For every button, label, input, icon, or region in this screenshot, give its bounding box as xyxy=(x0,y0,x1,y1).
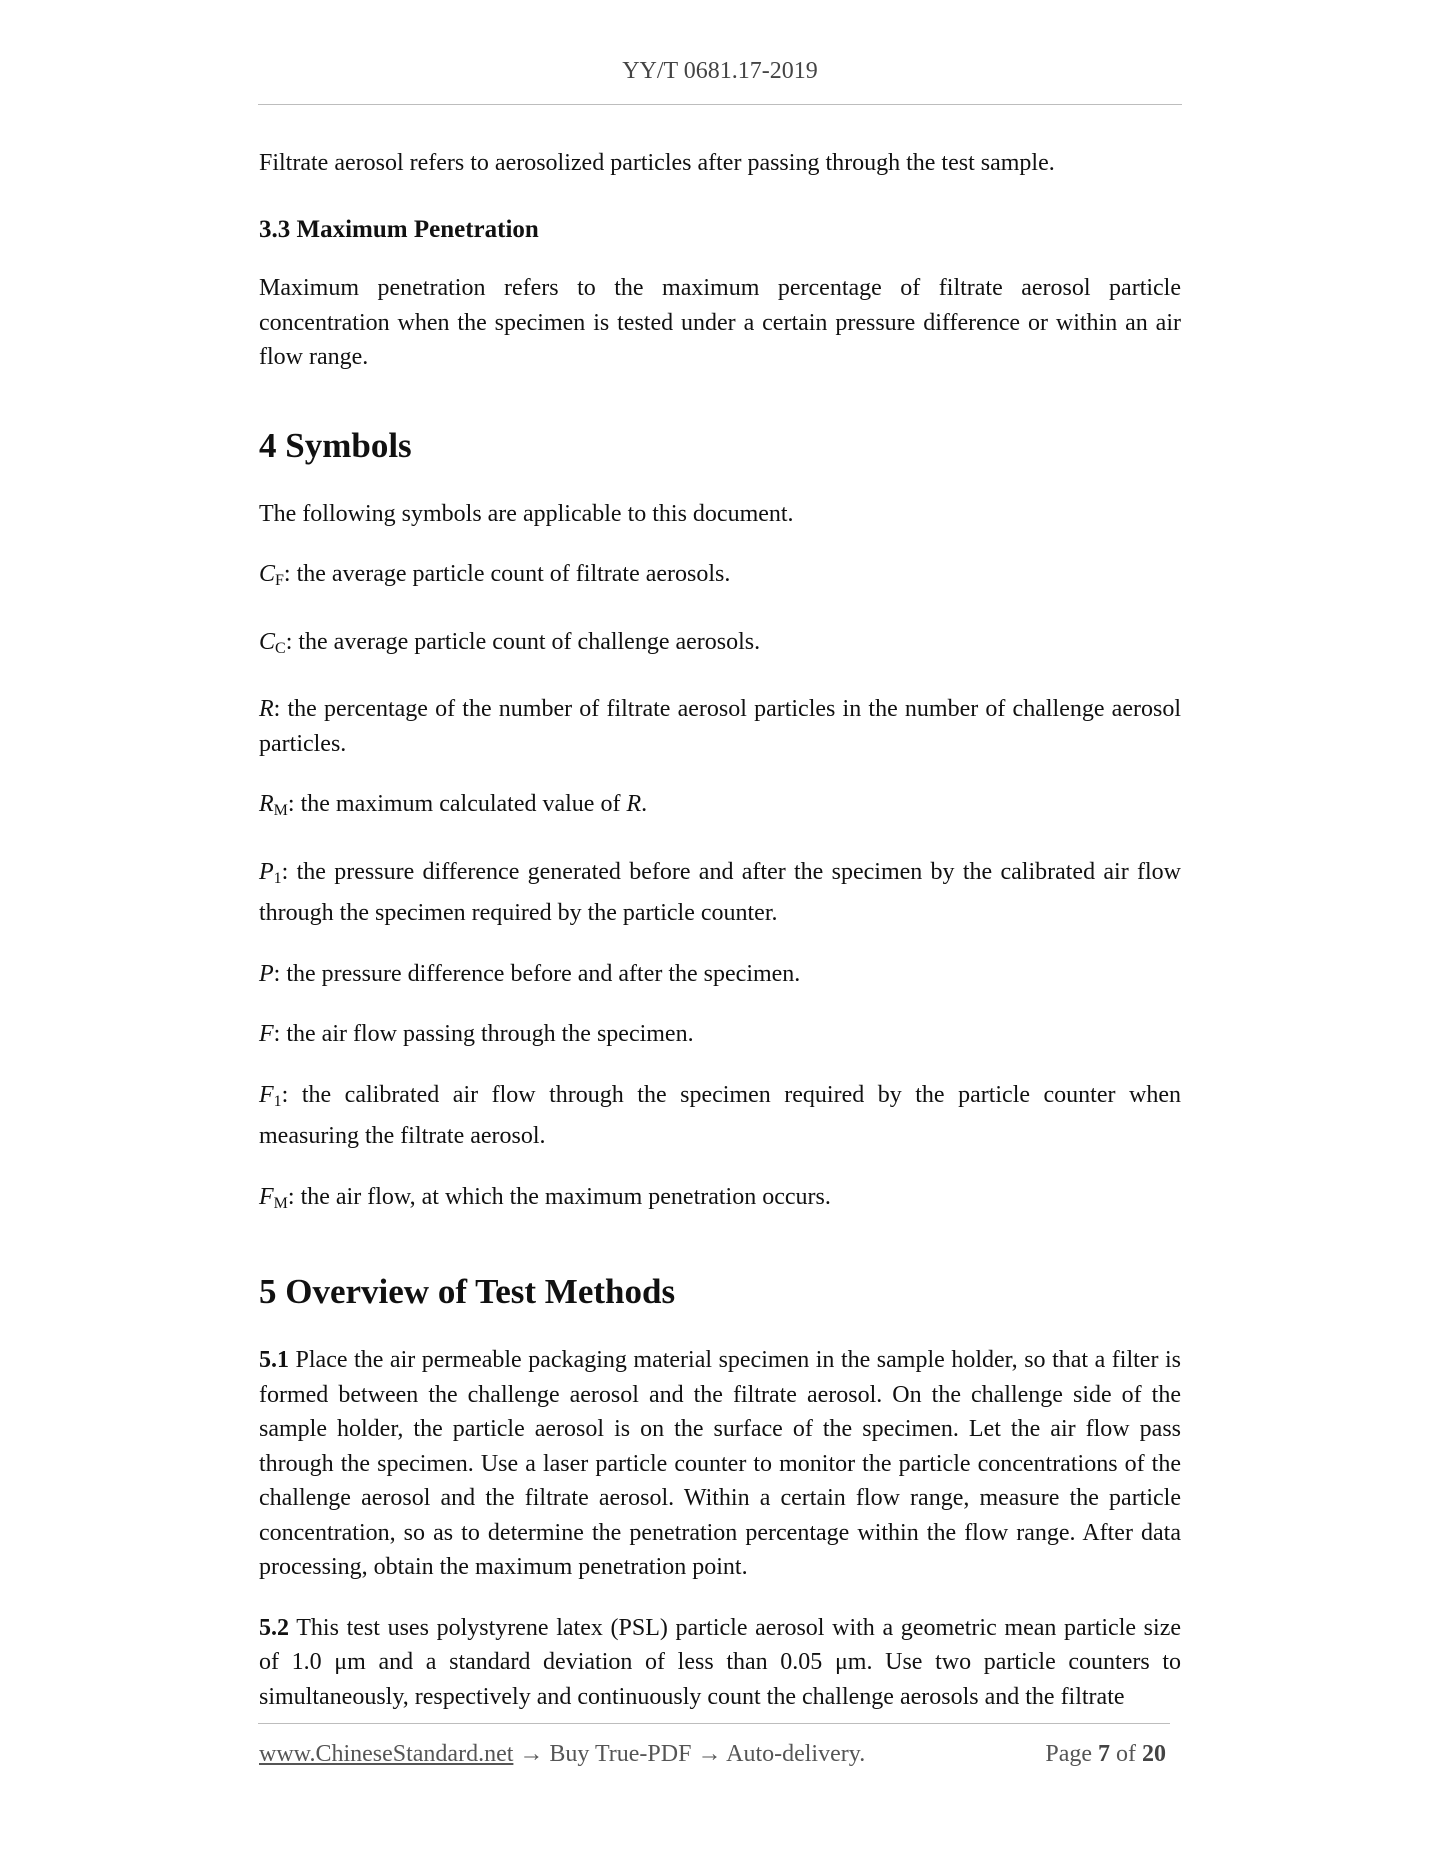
clause-number: 5.2 xyxy=(259,1614,289,1641)
symbol-subscript: F xyxy=(275,572,284,589)
symbol-description: : the pressure difference generated before and after the specimen by the calibrated air flow through the specimen required by the particle counter. xyxy=(259,858,1181,926)
clause-text: Place the air permeable packaging material specimen in the sample holder, so that a filter is formed between the challenge aerosol and the filtrate aerosol. On the challenge side of the sample holder, the particle aerosol is on the surface of the specimen. Let the air flow pass through the specimen. Use a laser particle counter to monitor the particle concentrations of the challenge aerosol and the filtrate aerosol. Within a certain flow range, measure the particle concentration, so as to determine the penetration percentage within the flow range. After data processing, obtain the maximum penetration point. xyxy=(259,1347,1181,1580)
site-link[interactable]: www.ChineseStandard.net xyxy=(259,1741,514,1767)
symbol: F xyxy=(259,1021,274,1047)
symbol-description: : the percentage of the number of filtrate aerosol particles in the number of challenge aerosol particles. xyxy=(259,696,1181,757)
page-total: 20 xyxy=(1142,1741,1166,1767)
symbol-subscript: M xyxy=(273,802,288,819)
section-5-heading: 5 Overview of Test Methods xyxy=(259,1272,676,1311)
section-5-2-paragraph xyxy=(259,1611,1181,1715)
symbol-definition xyxy=(259,1078,1181,1154)
symbol: R xyxy=(259,696,274,722)
symbol-description: : the calibrated air flow through the specimen required by the particle counter when measuring the filtrate aerosol. xyxy=(259,1081,1181,1149)
symbol-definition xyxy=(259,692,1181,761)
symbol: F xyxy=(259,1081,274,1108)
symbol-definition xyxy=(259,957,1181,992)
symbol-description: : the average particle count of filtrate aerosols. xyxy=(283,561,731,587)
symbol-description-end: . xyxy=(641,791,648,817)
section-3-3-text: Maximum penetration refers to the maximum percentage of filtrate aerosol particle concentration when the specimen is tested under a certain pressure difference or within an air flow range. xyxy=(259,275,1181,370)
page-label: Page xyxy=(1045,1741,1098,1767)
symbol: R xyxy=(259,791,274,817)
symbol-description: : the air flow passing through the specimen. xyxy=(273,1021,694,1047)
header-divider xyxy=(258,104,1182,105)
symbol-definition xyxy=(259,855,1181,931)
symbol-definition xyxy=(259,787,1181,829)
symbol-description: : the pressure difference before and after the specimen. xyxy=(273,960,801,987)
symbol-definition xyxy=(259,1017,1181,1052)
symbol-description: : the maximum calculated value of xyxy=(287,791,627,817)
section-4-heading: 4 Symbols xyxy=(259,425,412,465)
symbol: F xyxy=(259,1183,274,1210)
symbol-description: : the air flow, at which the maximum penetration occurs. xyxy=(287,1183,831,1210)
footer-tagline: → Buy True-PDF → Auto-delivery. xyxy=(513,1741,866,1767)
symbols-intro: The following symbols are applicable to this document. xyxy=(259,500,794,527)
symbol: P xyxy=(259,858,274,885)
symbol: C xyxy=(259,628,276,655)
page-indicator xyxy=(1045,1741,1166,1768)
of-label: of xyxy=(1110,1741,1142,1767)
symbol: C xyxy=(259,561,276,587)
clause-text: This test uses polystyrene latex (PSL) particle aerosol with a geometric mean particle size of 1.0 μm and a standard deviation of less than 0.05 μm. Use two particle counters to simultaneously, respectively and continuously count the challenge aerosols and the filtrate xyxy=(259,1614,1181,1710)
symbol-reference: R xyxy=(626,791,642,817)
symbol: P xyxy=(259,960,274,987)
page-number: 7 xyxy=(1098,1741,1110,1767)
symbol-definition xyxy=(259,557,1181,599)
symbol-description: : the average particle count of challenge aerosols. xyxy=(285,628,761,655)
section-3-3-heading: 3.3 Maximum Penetration xyxy=(259,215,539,243)
intro-paragraph: Filtrate aerosol refers to aerosolized particles after passing through the test sample. xyxy=(259,150,1055,176)
symbol-subscript: 1 xyxy=(273,1092,282,1110)
symbol-definition xyxy=(259,625,1181,667)
page-header: YY/T 0681.17-2019 xyxy=(622,58,818,84)
footer-links xyxy=(259,1741,865,1768)
footer-divider xyxy=(258,1723,1170,1724)
symbol-definition xyxy=(259,1180,1181,1222)
clause-number: 5.1 xyxy=(259,1347,289,1373)
symbol-subscript: 1 xyxy=(273,869,282,887)
symbol-subscript: C xyxy=(275,639,286,657)
page-content xyxy=(259,146,1181,1740)
section-5-1-paragraph xyxy=(259,1343,1181,1585)
symbol-subscript: M xyxy=(273,1194,288,1212)
